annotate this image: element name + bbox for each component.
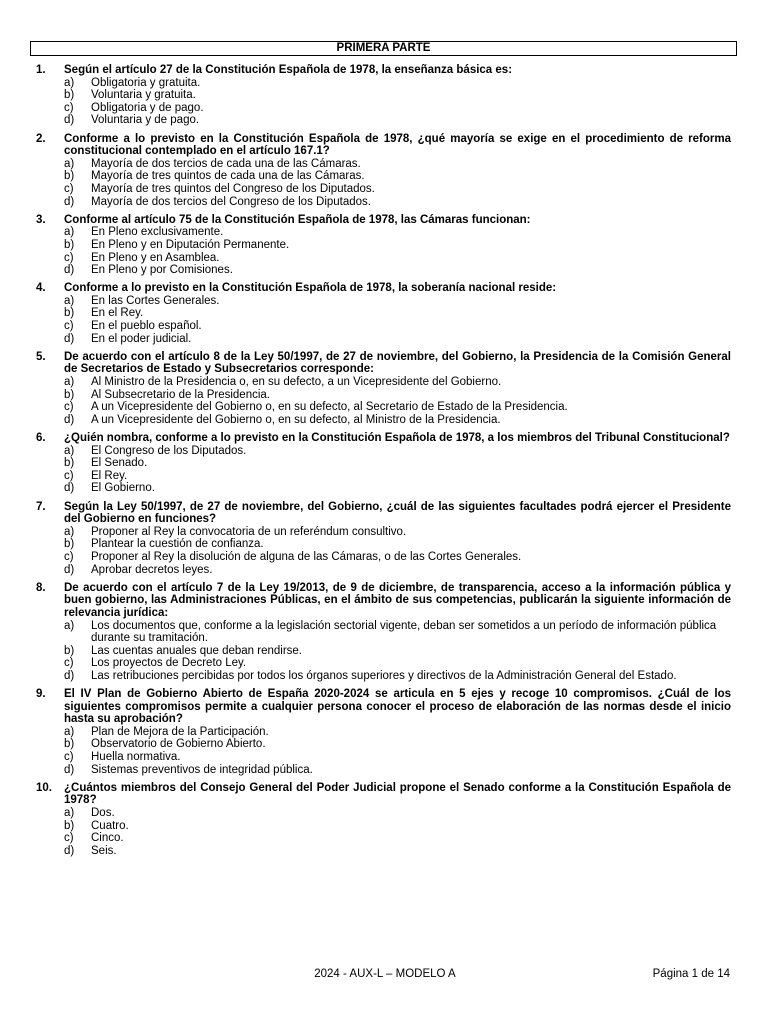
answer-option	[0, 226, 768, 239]
question-item	[0, 64, 768, 127]
answer-option	[0, 657, 768, 670]
section-header: PRIMERA PARTE	[30, 41, 737, 56]
question-item	[0, 351, 768, 427]
answer-option	[0, 457, 768, 470]
answer-option	[0, 414, 768, 427]
option-text: Los proyectos de Decreto Ley.	[91, 657, 247, 670]
option-letter: d)	[64, 669, 75, 682]
option-text: Plantear la cuestión de confianza.	[91, 538, 264, 551]
answer-option	[0, 333, 768, 346]
option-text: Huella normativa.	[91, 751, 181, 764]
option-letter: c)	[64, 469, 74, 482]
option-text: En el poder judicial.	[91, 332, 192, 345]
option-letter: b)	[64, 538, 75, 551]
answer-option	[0, 620, 768, 645]
option-letter: b)	[64, 307, 75, 320]
option-letter: b)	[64, 738, 75, 751]
answer-option	[0, 538, 768, 551]
option-text: Dos.	[91, 807, 115, 819]
question-number: 9.	[36, 688, 46, 701]
option-letter: c)	[64, 832, 74, 845]
option-text: Seis.	[91, 844, 117, 857]
answer-option	[0, 482, 768, 495]
question-list	[0, 64, 768, 863]
question-number: 7.	[36, 500, 46, 513]
option-letter: c)	[64, 401, 74, 414]
option-letter: a)	[64, 619, 75, 632]
answer-option	[0, 239, 768, 252]
option-text: El Gobierno.	[91, 482, 155, 495]
question-item	[0, 782, 768, 858]
option-text: Obligatoria y gratuita.	[91, 76, 201, 89]
option-text: Al Ministro de la Presidencia o, en su defecto, a un Vicepresidente del Gobierno.	[91, 376, 502, 389]
option-letter: c)	[64, 751, 74, 764]
question-text: Conforme a lo previsto en la Constitución Española de 1978, la soberanía nacional reside:	[64, 282, 557, 295]
answer-option	[0, 170, 768, 183]
question-text: ¿Quién nombra, conforme a lo previsto en la Constitución Española de 1978, a los miembros del Tribunal Constitucional?	[64, 432, 730, 444]
answer-option	[0, 196, 768, 209]
answer-option	[0, 470, 768, 483]
question-number: 5.	[36, 350, 46, 363]
answer-option	[0, 307, 768, 320]
answer-option	[0, 820, 768, 833]
option-text: Sistemas preventivos de integridad pública.	[91, 763, 313, 776]
question-item	[0, 688, 768, 776]
option-letter: c)	[64, 251, 74, 264]
question-item	[0, 214, 768, 277]
question-item	[0, 501, 768, 577]
question-text: Según el artículo 27 de la Constitución Española de 1978, la enseñanza básica es:	[64, 64, 513, 76]
option-letter: a)	[64, 525, 75, 538]
question-text: De acuerdo con el artículo 7 de la Ley 19/2013, de 9 de diciembre, de transparencia, acceso a la información pública y buen gobierno, las Administraciones Públicas, en el ámbito de sus competencias, publicarán la siguiente información de relevancia jurídica:	[64, 581, 731, 619]
option-letter: a)	[64, 444, 75, 457]
answer-option	[0, 807, 768, 820]
answer-option	[0, 389, 768, 402]
question-number: 8.	[36, 581, 46, 594]
option-letter: c)	[64, 657, 74, 670]
option-letter: b)	[64, 388, 75, 401]
option-letter: d)	[64, 264, 75, 277]
option-text: En las Cortes Generales.	[91, 294, 220, 307]
answer-option	[0, 551, 768, 564]
answer-option	[0, 252, 768, 265]
option-text: Voluntaria y de pago.	[91, 114, 200, 127]
option-text: Las retribuciones percibidas por todos los órganos superiores y directivos de la Administración General del Estado.	[91, 669, 677, 682]
footer-page-number: Página 1 de 14	[652, 968, 730, 980]
question-item	[0, 582, 768, 683]
question-number: 2.	[36, 132, 46, 145]
answer-option	[0, 401, 768, 414]
option-text: Proponer al Rey la convocatoria de un referéndum consultivo.	[91, 525, 407, 538]
option-text: Aprobar decretos leyes.	[91, 563, 213, 576]
option-letter: d)	[64, 482, 75, 495]
option-text: Plan de Mejora de la Participación.	[91, 725, 269, 738]
option-text: Mayoría de dos tercios del Congreso de los Diputados.	[91, 195, 371, 208]
option-text: Proponer al Rey la disolución de alguna de las Cámaras, o de las Cortes Generales.	[91, 550, 522, 563]
question-text: De acuerdo con el artículo 8 de la Ley 50/1997, de 27 de noviembre, del Gobierno, la Presidencia de la Comisión General de Secretarios de Estado y Subsecretarios corresponde:	[64, 350, 731, 376]
option-text: Mayoría de tres quintos del Congreso de los Diputados.	[91, 182, 375, 195]
option-letter: c)	[64, 101, 74, 114]
question-text: Según la Ley 50/1997, de 27 de noviembre, del Gobierno, ¿cuál de las siguientes facultades podrá ejercer el Presidente del Gobierno en funciones?	[64, 500, 731, 526]
answer-option	[0, 526, 768, 539]
option-text: En Pleno y por Comisiones.	[91, 264, 233, 277]
question-number: 6.	[36, 432, 46, 444]
option-letter: a)	[64, 725, 75, 738]
question-text: Conforme a lo previsto en la Constitución Española de 1978, ¿qué mayoría se exige en el procedimiento de reforma constitucional contemplado en el artículo 167.1?	[64, 132, 731, 158]
option-letter: c)	[64, 320, 74, 333]
option-text: En el Rey.	[91, 307, 144, 320]
question-item	[0, 133, 768, 209]
option-text: El Congreso de los Diputados.	[91, 444, 247, 457]
option-text: A un Vicepresidente del Gobierno o, en su defecto, al Secretario de Estado de la Presidencia.	[91, 401, 568, 414]
option-letter: a)	[64, 226, 75, 239]
option-text: En Pleno exclusivamente.	[91, 226, 224, 239]
answer-option	[0, 376, 768, 389]
question-text: El IV Plan de Gobierno Abierto de España 2020-2024 se articula en 5 ejes y recoge 10 compromisos. ¿Cuál de los siguientes compromisos permite a cualquier persona conocer el proceso de elaboración de las normas desde el inicio hasta su aprobación?	[64, 688, 731, 726]
option-text: En Pleno y en Diputación Permanente.	[91, 238, 290, 251]
option-text: En el pueblo español.	[91, 320, 202, 333]
question-text: Conforme al artículo 75 de la Constitución Española de 1978, las Cámaras funcionan:	[64, 213, 531, 226]
option-text: Cinco.	[91, 832, 124, 845]
answer-option	[0, 320, 768, 333]
question-item	[0, 432, 768, 495]
option-letter: b)	[64, 819, 75, 832]
option-text: Obligatoria y de pago.	[91, 101, 204, 114]
option-letter: b)	[64, 238, 75, 251]
option-letter: d)	[64, 563, 75, 576]
answer-option	[0, 845, 768, 858]
option-text: Mayoría de dos tercios de cada una de las Cámaras.	[91, 157, 361, 170]
option-text: Mayoría de tres quintos de cada una de las Cámaras.	[91, 170, 365, 183]
footer-exam-code: 2024 - AUX-L – MODELO A	[314, 968, 456, 980]
answer-option	[0, 832, 768, 845]
option-letter: a)	[64, 157, 75, 170]
option-text: El Rey.	[91, 469, 128, 482]
option-text: Las cuentas anuales que deban rendirse.	[91, 644, 302, 657]
option-text: Al Subsecretario de la Presidencia.	[91, 388, 270, 401]
answer-option	[0, 751, 768, 764]
question-number: 4.	[36, 282, 46, 295]
option-letter: d)	[64, 195, 75, 208]
option-letter: a)	[64, 376, 75, 389]
option-letter: b)	[64, 170, 75, 183]
option-letter: d)	[64, 763, 75, 776]
answer-option	[0, 445, 768, 458]
option-text: Voluntaria y gratuita.	[91, 89, 196, 102]
question-text: ¿Cuántos miembros del Consejo General del Poder Judicial propone el Senado conforme a la Constitución Española de 1978?	[64, 781, 731, 807]
option-text: Observatorio de Gobierno Abierto.	[91, 738, 266, 751]
answer-option	[0, 89, 768, 102]
option-letter: c)	[64, 182, 74, 195]
question-number: 10.	[36, 781, 52, 794]
option-letter: d)	[64, 114, 75, 127]
answer-option	[0, 102, 768, 115]
question-number: 3.	[36, 213, 46, 226]
option-letter: d)	[64, 332, 75, 345]
answer-option	[0, 726, 768, 739]
option-text: A un Vicepresidente del Gobierno o, en su defecto, al Ministro de la Presidencia.	[91, 413, 501, 426]
option-letter: b)	[64, 457, 75, 470]
option-letter: b)	[64, 89, 75, 102]
option-text: Los documentos que, conforme a la legislación sectorial vigente, deban ser sometidos a un período de información pública durante su tramitación.	[91, 619, 717, 645]
option-letter: d)	[64, 413, 75, 426]
answer-option	[0, 158, 768, 171]
answer-option	[0, 183, 768, 196]
option-letter: a)	[64, 294, 75, 307]
option-text: Cuatro.	[91, 819, 129, 832]
question-item	[0, 282, 768, 345]
answer-option	[0, 670, 768, 683]
option-letter: a)	[64, 807, 75, 819]
answer-option	[0, 645, 768, 658]
answer-option	[0, 738, 768, 751]
answer-option	[0, 564, 768, 577]
answer-option	[0, 295, 768, 308]
option-letter: a)	[64, 76, 75, 89]
option-text: En Pleno y en Asamblea.	[91, 251, 220, 264]
option-letter: d)	[64, 844, 75, 857]
option-letter: b)	[64, 644, 75, 657]
option-text: El Senado.	[91, 457, 148, 470]
question-number: 1.	[36, 64, 46, 76]
answer-option	[0, 114, 768, 127]
answer-option	[0, 77, 768, 90]
answer-option	[0, 764, 768, 777]
option-letter: c)	[64, 550, 74, 563]
answer-option	[0, 264, 768, 277]
